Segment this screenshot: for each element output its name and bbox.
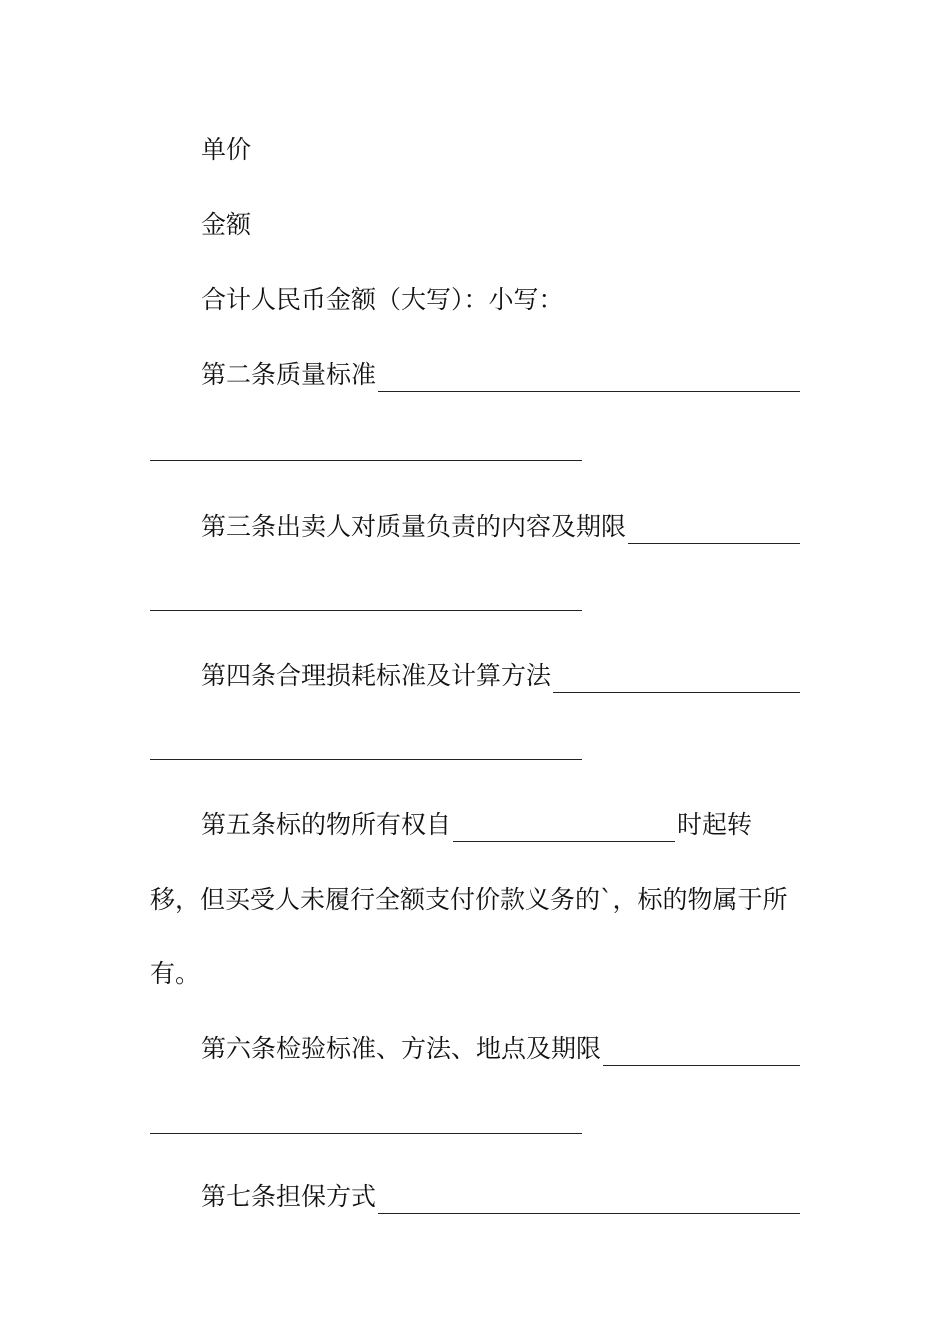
article-3-blank <box>628 517 800 544</box>
total-amount-line: 合计人民币金额（大写）：小写： <box>201 285 564 314</box>
article-3-line <box>201 510 800 544</box>
article-5-line-1 <box>201 808 800 842</box>
unit-price-label: 单价 <box>201 135 252 164</box>
article-5-text-start: 第五条标的物所有权自 <box>201 810 452 839</box>
article-4-text: 第四条合理损耗标准及计算方法 <box>201 661 552 690</box>
article-5-line-3: 有。 <box>150 959 201 988</box>
article-2-continuation-blank <box>150 460 582 461</box>
article-6-blank <box>603 1039 800 1066</box>
article-4-line <box>201 659 800 693</box>
article-5-text-after-blank: 时起转 <box>677 810 753 839</box>
article-6-line <box>201 1032 800 1066</box>
article-7-blank <box>378 1187 800 1214</box>
article-5-line-2: 移，但买受人未履行全额支付价款义务的`，标的物属于所 <box>150 885 788 914</box>
article-5-blank <box>453 815 675 842</box>
article-7-text: 第七条担保方式 <box>201 1182 377 1211</box>
article-4-continuation-blank <box>150 759 582 760</box>
article-2-blank <box>378 365 800 392</box>
article-4-blank <box>553 666 800 693</box>
article-2-line <box>201 358 800 392</box>
article-2-text: 第二条质量标准 <box>201 360 377 389</box>
article-6-continuation-blank <box>150 1133 582 1134</box>
article-3-text: 第三条出卖人对质量负责的内容及期限 <box>201 512 627 541</box>
article-6-text: 第六条检验标准、方法、地点及期限 <box>201 1034 602 1063</box>
article-3-continuation-blank <box>150 610 582 611</box>
article-7-line <box>201 1180 800 1214</box>
amount-label: 金额 <box>201 210 252 239</box>
